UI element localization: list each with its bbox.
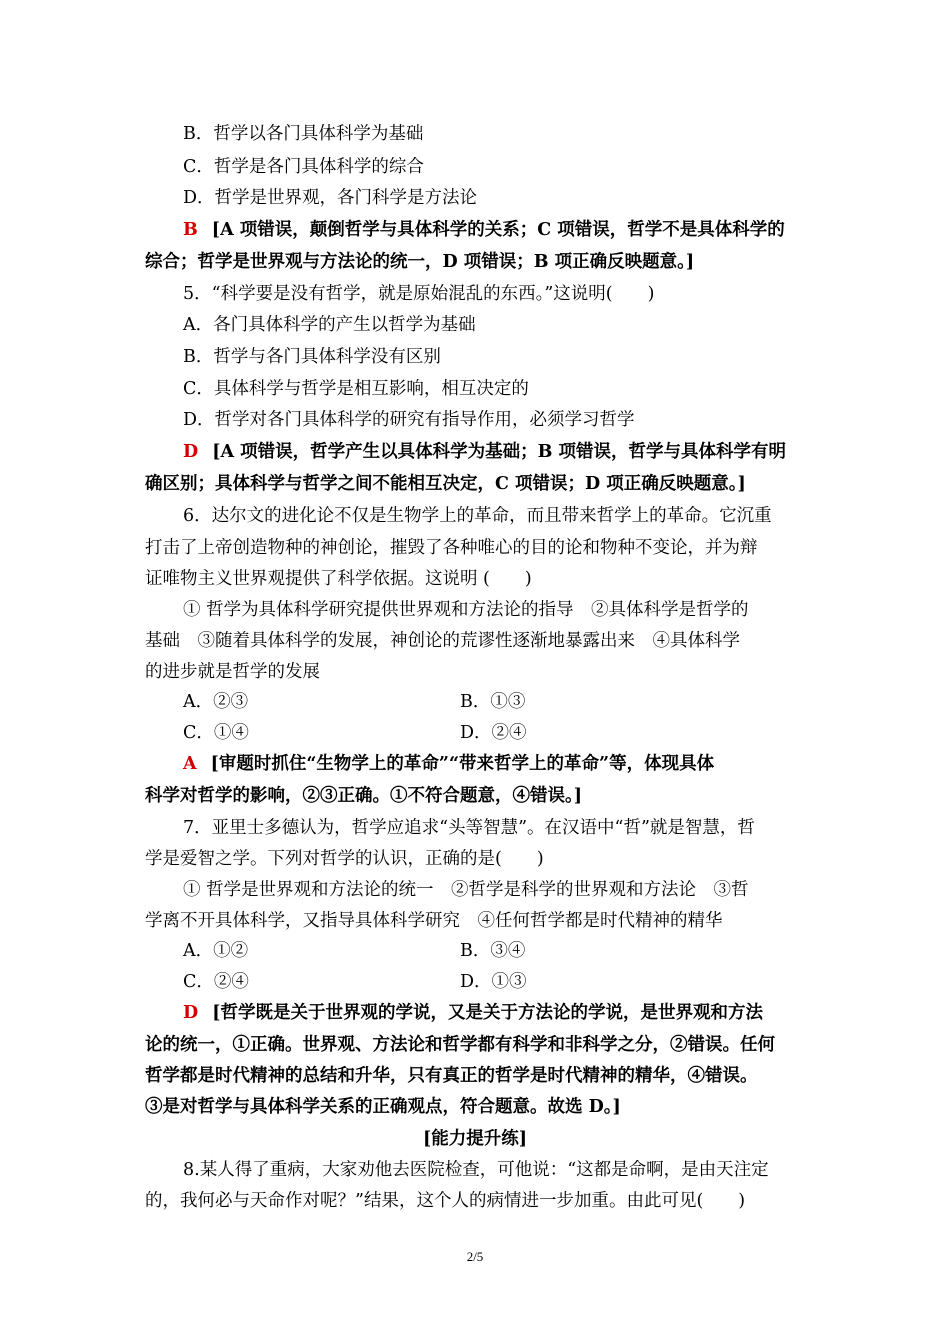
option-d: D．哲学是世界观，各门科学是方法论 [183, 188, 478, 208]
option-c: C．哲学是各门具体科学的综合 [183, 157, 424, 177]
question-7-line-1: 7．亚里士多德认为，哲学应追求“头等智慧”。在汉语中“哲”就是智慧，哲 [183, 818, 755, 838]
answer-7-line-4: ③是对哲学与具体科学关系的正确观点，符合题意。故选 D。] [145, 1097, 621, 1117]
answer-6-letter: A [183, 754, 197, 774]
q6-statements-line-2: 基础 ③随着具体科学的发展，神创论的荒谬性逐渐地暴露出来 ④具体科学 [145, 631, 740, 651]
q6-option-d: D．②④ [460, 723, 527, 743]
q7-option-a: A．①② [183, 941, 249, 961]
q6-option-a: A．②③ [183, 692, 249, 712]
q5-option-a: A．各门具体科学的产生以哲学为基础 [183, 315, 476, 335]
question-8-line-1: 8.某人得了重病，大家劝他去医院检查，可他说：“这都是命啊，是由天注定 [183, 1160, 769, 1180]
q5-option-b: B．哲学与各门具体科学没有区别 [183, 347, 441, 367]
section-heading: [能力提升练] [422, 1129, 528, 1149]
q6-option-c: C．①④ [183, 723, 249, 743]
answer-4-line-2: 综合；哲学是世界观与方法论的统一，D 项错误；B 项正确反映题意。] [145, 252, 695, 272]
question-8-line-2: 的，我何必与天命作对呢？”结果，这个人的病情进一步加重。由此可见( ) [145, 1191, 746, 1211]
q5-option-c: C．具体科学与哲学是相互影响，相互决定的 [183, 379, 529, 399]
answer-7-line-3: 哲学都是时代精神的总结和升华，只有真正的哲学是时代精神的精华，④错误。 [145, 1066, 758, 1086]
answer-5-letter: D [183, 442, 199, 462]
answer-4-text: [A 项错误，颠倒哲学与具体科学的关系；C 项错误，哲学不是具体科学的 [211, 220, 785, 240]
question-7-line-2: 学是爱智之学。下列对哲学的认识，正确的是( ) [145, 849, 544, 869]
question-6-line-1: 6．达尔文的进化论不仅是生物学上的革命，而且带来哲学上的革命。它沉重 [183, 506, 772, 526]
answer-6-line-2: 科学对哲学的影响，②③正确。①不符合题意，④错误。] [145, 786, 583, 806]
q7-option-c: C．②④ [183, 972, 249, 992]
answer-6-text: [审题时抓住“生物学上的革命”“带来哲学上的革命”等，体现具体 [210, 754, 715, 774]
q7-option-b: B．③④ [460, 941, 526, 961]
answer-7-line-2: 论的统一，①正确。世界观、方法论和哲学都有科学和非科学之分，②错误。任何 [145, 1035, 775, 1055]
q7-statements-line-1: ① 哲学是世界观和方法论的统一 ②哲学是科学的世界观和方法论 ③哲 [183, 880, 749, 900]
q5-option-d: D．哲学对各门具体科学的研究有指导作用，必须学习哲学 [183, 410, 635, 430]
page-number: 2/5 [466, 1249, 484, 1264]
answer-5-line-1 [183, 441, 810, 463]
q6-statements-line-1: ① 哲学为具体科学研究提供世界观和方法论的指导 ②具体科学是哲学的 [183, 600, 749, 620]
answer-4-line-1 [183, 219, 810, 241]
answer-6-line-1 [183, 753, 810, 775]
answer-5-text: [A 项错误，哲学产生以具体科学为基础；B 项错误，哲学与具体科学有明 [212, 442, 787, 462]
answer-7-text: [哲学既是关于世界观的学说，又是关于方法论的学说，是世界观和方法 [212, 1003, 763, 1023]
q6-statements-line-3: 的进步就是哲学的发展 [145, 662, 320, 682]
answer-4-letter: B [183, 220, 198, 240]
answer-5-line-2: 确区别；具体科学与哲学之间不能相互决定，C 项错误；D 项正确反映题意。] [145, 474, 746, 494]
option-b: B．哲学以各门具体科学为基础 [183, 124, 424, 144]
q7-option-d: D．①③ [460, 972, 527, 992]
question-6-line-2: 打击了上帝创造物种的神创论，摧毁了各种唯心的目的论和物种不变论，并为辩 [145, 538, 758, 558]
q6-option-b: B．①③ [460, 692, 526, 712]
q7-statements-line-2: 学离不开具体科学，又指导具体科学研究 ④任何哲学都是时代精神的精华 [145, 911, 723, 931]
answer-7-line-1 [183, 1002, 810, 1024]
question-6-line-3: 证唯物主义世界观提供了科学依据。这说明 ( ) [145, 569, 532, 589]
question-5: 5．“科学要是没有哲学，就是原始混乱的东西。”这说明( ) [183, 284, 655, 304]
answer-7-letter: D [183, 1003, 199, 1023]
